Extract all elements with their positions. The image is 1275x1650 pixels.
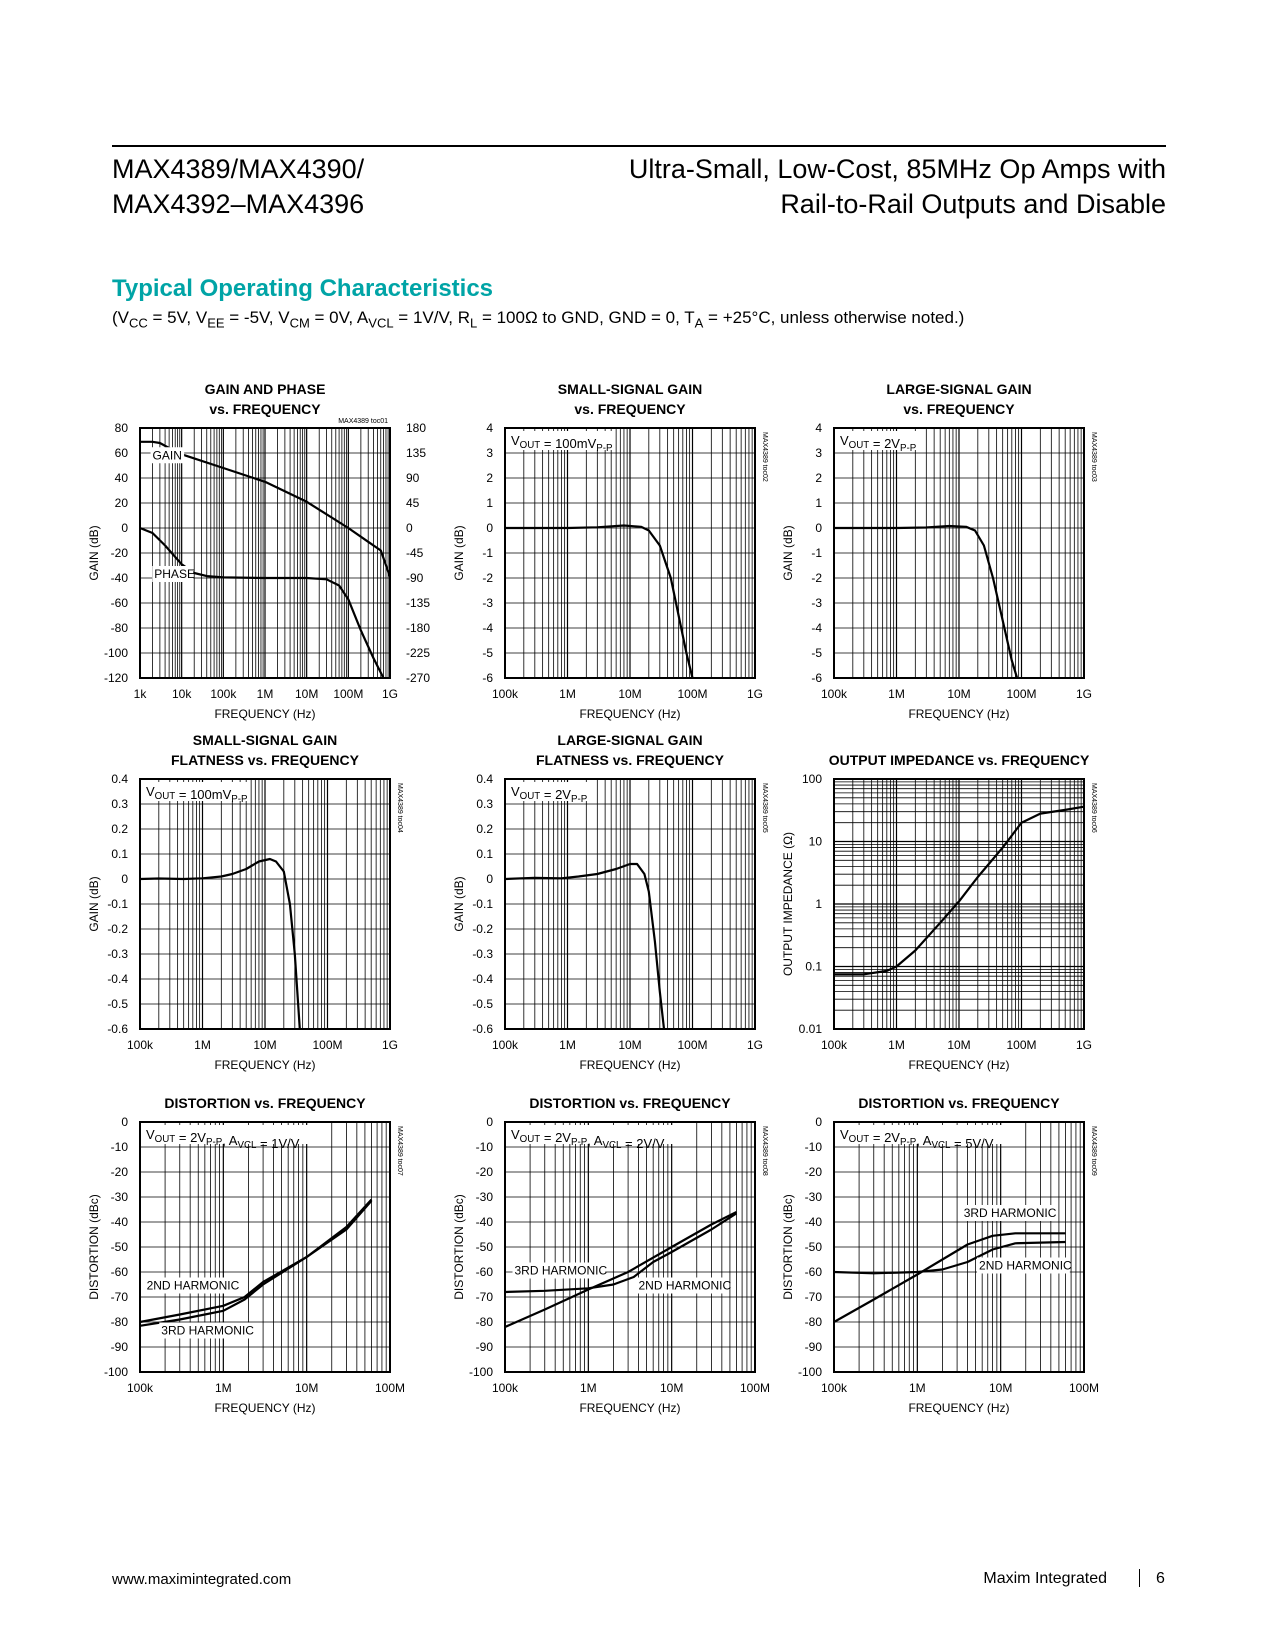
series-2nd-harmonic (140, 1200, 372, 1323)
y-tick-label: 2 (815, 471, 822, 485)
x-tick-label: 100M (333, 687, 364, 701)
y-tick-label: -20 (804, 1165, 822, 1179)
y-tick-label: -50 (475, 1240, 493, 1254)
chart-title: vs. FREQUENCY (903, 401, 1015, 417)
chart-tag: MAX4389 toc04 (396, 783, 403, 833)
y-tick-label: -60 (804, 1265, 822, 1279)
y-axis-label: GAIN (dB) (87, 525, 101, 581)
grid (140, 779, 390, 1029)
x-tick-label: 1k (133, 687, 147, 701)
annotation-label: GAIN (152, 448, 182, 463)
y-tick-label: 0.3 (111, 797, 128, 811)
y-tick-label: 0.4 (111, 772, 128, 786)
y-tick-label: -0.4 (107, 972, 128, 986)
chart-toc03 (754, 358, 1174, 748)
y-tick-label: -80 (804, 1315, 822, 1329)
y-tick-label: -10 (475, 1140, 493, 1154)
y2-tick-label: 90 (406, 471, 420, 485)
part-number (112, 152, 364, 222)
x-tick-label: 100k (820, 1381, 848, 1395)
chart-title: FLATNESS vs. FREQUENCY (171, 752, 359, 768)
x-tick-label: 1G (381, 687, 399, 701)
x-tick-label: 100k (491, 687, 519, 701)
chart-tag: MAX4389 toc01 (338, 418, 388, 425)
y-tick-label: -0.3 (107, 947, 128, 961)
document-title-line1: Ultra-Small, Low-Cost, 85MHz Op Amps with (628, 154, 1166, 184)
annotation-label: PHASE (154, 567, 195, 581)
y-axis-label: OUTPUT IMPEDANCE (Ω) (781, 831, 795, 977)
y-tick-label: -60 (110, 1265, 128, 1279)
y-tick-label: -70 (804, 1290, 822, 1304)
x-axis-label: FREQUENCY (Hz) (579, 1058, 681, 1072)
y-tick-label: -80 (110, 1315, 128, 1329)
y-tick-label: -90 (110, 1340, 128, 1354)
y-tick-label: -30 (110, 1190, 128, 1204)
x-tick-label: 10M (947, 1038, 971, 1052)
y-tick-label: -100 (103, 646, 128, 660)
y-tick-label: 4 (486, 421, 493, 435)
y2-tick-label: 180 (406, 421, 427, 435)
x-axis-label: FREQUENCY (Hz) (908, 1401, 1010, 1415)
y-tick-label: -0.2 (107, 922, 128, 936)
chart-title: vs. FREQUENCY (574, 401, 686, 417)
grid (505, 428, 755, 678)
y2-tick-label: -180 (406, 621, 431, 635)
x-tick-label: 10M (294, 687, 319, 701)
chart-legend: $V_{OUT} = 2V_{P-P}$ (840, 433, 917, 454)
chart-toc07 (60, 1052, 480, 1442)
x-tick-label: 10M (988, 1381, 1013, 1395)
series-gain (834, 526, 1017, 678)
y-tick-label: 0 (486, 521, 493, 535)
y-tick-label: -120 (103, 671, 128, 685)
chart-title: LARGE-SIGNAL GAIN (557, 732, 703, 748)
annotation-label: 2ND HARMONIC (638, 1278, 732, 1293)
y-tick-label: -1 (811, 546, 822, 560)
y-tick-label: 0.01 (798, 1022, 822, 1036)
y-tick-label: 0.4 (476, 772, 493, 786)
y-tick-label: -0.6 (107, 1022, 128, 1036)
y-tick-label: -4 (811, 621, 822, 635)
grid (834, 428, 1084, 678)
y-tick-label: 0 (815, 521, 822, 535)
header-rule (112, 145, 1166, 147)
x-tick-label: 1M (908, 1381, 926, 1395)
chart-legend: $V_{OUT} = 2V_{P-P}$, $A_{VCL} = 5V/V$ (840, 1127, 994, 1151)
chart-title: GAIN AND PHASE (204, 381, 326, 397)
chart-title: LARGE-SIGNAL GAIN (886, 381, 1032, 397)
annotation-label: 3RD HARMONIC (963, 1206, 1057, 1220)
y2-tick-label: -90 (406, 571, 424, 585)
y-tick-label: 60 (114, 446, 128, 460)
y-tick-label: 0.1 (111, 847, 128, 861)
chart-legend: $V_{OUT} = 100mV_{P-P}$ (146, 784, 248, 805)
y-tick-label: 20 (114, 496, 128, 510)
y-tick-label: -100 (103, 1365, 128, 1379)
x-axis-label: FREQUENCY (Hz) (214, 707, 316, 721)
y-axis-label: GAIN (dB) (781, 525, 795, 581)
x-tick-label: 100M (677, 687, 708, 701)
y-axis-label: DISTORTION (dBc) (781, 1194, 795, 1300)
y-tick-label: 0 (121, 521, 128, 535)
x-tick-label: 10M (659, 1381, 684, 1395)
chart-tag: MAX4389 toc08 (761, 1126, 768, 1176)
y-tick-label: -0.2 (472, 922, 493, 936)
footer-divider (1139, 1569, 1140, 1587)
y-tick-label: -60 (475, 1265, 493, 1279)
y-tick-label: -70 (110, 1290, 128, 1304)
y-tick-label: -70 (475, 1290, 493, 1304)
grid (505, 779, 755, 1029)
y-tick-label: -10 (804, 1140, 822, 1154)
chart-tag: MAX4389 toc06 (1090, 783, 1097, 833)
y-tick-label: -2 (811, 571, 822, 585)
x-axis-label: FREQUENCY (Hz) (579, 1401, 681, 1415)
y-tick-label: -0.1 (472, 897, 493, 911)
grid (140, 428, 390, 678)
part-number-line1: MAX4389/MAX4390/ (112, 154, 365, 184)
x-tick-label: 1G (1075, 1038, 1093, 1052)
x-tick-label: 10M (947, 687, 971, 701)
annotation-label: 2ND HARMONIC (979, 1258, 1072, 1273)
chart-legend: $V_{OUT} = 2V_{P-P}$ (511, 784, 588, 805)
y-tick-label: -2 (482, 571, 493, 585)
x-tick-label: 1M (888, 1038, 905, 1052)
series-3rd-harmonic (140, 1201, 372, 1326)
y-tick-label: 0 (815, 1115, 822, 1129)
chart-title: DISTORTION vs. FREQUENCY (529, 1095, 731, 1111)
y-tick-label: 40 (114, 471, 128, 485)
chart-title: SMALL-SIGNAL GAIN (192, 732, 338, 748)
chart-legend: $V_{OUT} = 2V_{P-P}$, $A_{VCL} = 2V/V$ (511, 1127, 665, 1151)
series-gain (505, 526, 693, 679)
y-axis-label: GAIN (dB) (87, 876, 101, 932)
y-tick-label: -5 (482, 646, 493, 660)
x-axis-label: FREQUENCY (Hz) (908, 707, 1010, 721)
y2-tick-label: 45 (406, 496, 420, 510)
y-tick-label: -0.6 (472, 1022, 493, 1036)
y-tick-label: 100 (801, 772, 822, 786)
chart-title: OUTPUT IMPEDANCE vs. FREQUENCY (828, 752, 1090, 768)
y-tick-label: -0.5 (472, 997, 493, 1011)
annotation-label: 3RD HARMONIC (161, 1323, 254, 1338)
x-tick-label: 1G (381, 1038, 399, 1052)
y-tick-label: 0.1 (805, 959, 822, 974)
y2-tick-label: 0 (406, 521, 413, 535)
y-tick-label: -50 (804, 1240, 822, 1254)
chart-legend: $V_{OUT} = 100mV_{P-P}$ (511, 433, 613, 454)
y-axis-label: DISTORTION (dBc) (87, 1194, 101, 1300)
y-tick-label: -0.1 (107, 897, 128, 911)
y-tick-label: -80 (475, 1315, 493, 1329)
y-tick-label: -50 (110, 1240, 128, 1254)
y-tick-label: 1 (486, 496, 493, 510)
y-tick-label: 0 (121, 872, 128, 886)
chart-title: FLATNESS vs. FREQUENCY (536, 752, 724, 768)
y-tick-label: 0 (486, 872, 493, 886)
y-tick-label: 3 (815, 446, 822, 460)
chart-toc09 (754, 1052, 1174, 1442)
x-axis-label: FREQUENCY (Hz) (214, 1058, 316, 1072)
section-title: Typical Operating Characteristics (112, 275, 494, 302)
y-axis-label: DISTORTION (dBc) (452, 1194, 466, 1300)
y-tick-label: -0.4 (472, 972, 493, 986)
x-tick-label: 100M (374, 1381, 406, 1395)
x-tick-label: 100M (739, 1381, 771, 1395)
x-tick-label: 10k (171, 687, 192, 701)
grid (505, 1122, 755, 1372)
document-title-line2: Rail-to-Rail Outputs and Disable (780, 189, 1166, 219)
y-tick-label: 0 (486, 1115, 493, 1129)
y-tick-label: 0.2 (476, 822, 493, 836)
y-tick-label: 2 (486, 471, 493, 485)
x-tick-label: 100k (820, 687, 848, 701)
x-tick-label: 10M (618, 687, 642, 701)
y-tick-label: -20 (110, 546, 128, 560)
x-axis-label: FREQUENCY (Hz) (579, 707, 681, 721)
x-tick-label: 1G (746, 1038, 764, 1052)
grid (834, 779, 1084, 1029)
y-tick-label: -6 (482, 671, 493, 685)
y-tick-label: -3 (482, 596, 493, 610)
x-axis-label: FREQUENCY (Hz) (214, 1401, 316, 1415)
y-tick-label: 1 (815, 496, 822, 510)
annotation-label: 2ND HARMONIC (146, 1278, 240, 1293)
y2-tick-label: 135 (406, 446, 427, 460)
y-tick-label: -5 (811, 646, 822, 660)
x-tick-label: 100k (126, 1381, 154, 1395)
y-tick-label: -3 (811, 596, 822, 610)
chart-tag: MAX4389 toc02 (761, 432, 768, 482)
x-tick-label: 100k (210, 687, 237, 701)
y-tick-label: -0.5 (107, 997, 128, 1011)
y-tick-label: 0.1 (476, 847, 493, 861)
page-number: 6 (1156, 1570, 1165, 1587)
y-tick-label: -10 (110, 1140, 128, 1154)
y-tick-label: -30 (475, 1190, 493, 1204)
x-tick-label: 100M (1006, 687, 1037, 701)
x-tick-label: 100M (312, 1038, 343, 1052)
y-tick-label: -40 (475, 1215, 493, 1229)
y-tick-label: -40 (110, 571, 128, 585)
x-tick-label: 10M (294, 1381, 319, 1395)
y-axis-label: GAIN (dB) (452, 525, 466, 581)
y2-tick-label: -225 (406, 646, 431, 660)
x-tick-label: 1M (559, 1038, 576, 1052)
footer-company: Maxim Integrated (983, 1570, 1107, 1587)
chart-legend: $V_{OUT} = 2V_{P-P}$, $A_{VCL} = 1V/V$ (146, 1127, 300, 1151)
y-tick-label: -4 (482, 621, 493, 635)
document-title (629, 152, 1166, 222)
x-tick-label: 100k (126, 1038, 154, 1052)
y-axis-label: GAIN (dB) (452, 876, 466, 932)
x-tick-label: 1G (1075, 687, 1093, 701)
chart-tag: MAX4389 toc07 (396, 1126, 403, 1176)
y-tick-label: 4 (815, 421, 822, 435)
footer-url[interactable]: www.maximintegrated.com (112, 1571, 292, 1588)
y-tick-label: -60 (110, 596, 128, 610)
y-tick-label: -1 (482, 546, 493, 560)
y-tick-label: 0.2 (111, 822, 128, 836)
chart-title: DISTORTION vs. FREQUENCY (858, 1095, 1060, 1111)
grid (834, 1122, 1084, 1372)
chart-tag: MAX4389 toc03 (1090, 432, 1097, 482)
y-tick-label: -6 (811, 671, 822, 685)
chart-toc06 (754, 709, 1174, 1099)
series-gain (140, 859, 300, 1029)
x-tick-label: 1M (559, 687, 576, 701)
y-tick-label: 3 (486, 446, 493, 460)
y-tick-label: -90 (804, 1340, 822, 1354)
y-tick-label: -40 (804, 1215, 822, 1229)
chart-title: SMALL-SIGNAL GAIN (557, 381, 703, 397)
x-tick-label: 10M (253, 1038, 277, 1052)
chart-toc04 (60, 709, 480, 1099)
y-tick-label: 0 (121, 1115, 128, 1129)
x-tick-label: 100M (1068, 1381, 1100, 1395)
y-tick-label: 10 (808, 834, 822, 849)
x-tick-label: 100M (1006, 1038, 1037, 1052)
chart-title: DISTORTION vs. FREQUENCY (164, 1095, 366, 1111)
y-tick-label: -80 (110, 621, 128, 635)
x-tick-label: 1G (746, 687, 764, 701)
x-tick-label: 100M (677, 1038, 708, 1052)
x-tick-label: 100k (820, 1038, 848, 1052)
y-tick-label: -90 (475, 1340, 493, 1354)
chart-tag: MAX4389 toc09 (1090, 1126, 1097, 1176)
y-tick-label: -40 (110, 1215, 128, 1229)
annotation-label: 3RD HARMONIC (514, 1263, 608, 1278)
y-tick-label: -100 (797, 1365, 822, 1379)
x-axis-label: FREQUENCY (Hz) (908, 1058, 1010, 1072)
x-tick-label: 1M (579, 1381, 597, 1395)
y2-tick-label: -135 (406, 596, 431, 610)
y2-tick-label: -270 (406, 671, 431, 685)
x-tick-label: 10M (618, 1038, 642, 1052)
x-tick-label: 100k (491, 1381, 519, 1395)
x-tick-label: 100k (491, 1038, 519, 1052)
part-number-line2: MAX4392–MAX4396 (112, 189, 365, 219)
y-tick-label: -20 (110, 1165, 128, 1179)
y-tick-label: -30 (804, 1190, 822, 1204)
x-tick-label: 1M (256, 687, 274, 701)
x-tick-label: 1M (214, 1381, 232, 1395)
chart-tag: MAX4389 toc05 (761, 783, 768, 833)
y-tick-label: 1 (815, 897, 822, 911)
y-tick-label: -100 (468, 1365, 493, 1379)
y-tick-label: 0.3 (476, 797, 493, 811)
chart-toc01 (60, 358, 480, 748)
y2-tick-label: -45 (406, 546, 424, 560)
y-tick-label: -20 (475, 1165, 493, 1179)
y-tick-label: -0.3 (472, 947, 493, 961)
x-tick-label: 1M (194, 1038, 211, 1052)
x-tick-label: 1M (888, 687, 905, 701)
y-tick-label: 80 (114, 421, 128, 435)
chart-title: vs. FREQUENCY (209, 401, 321, 417)
test-conditions: ($V_{CC} = 5V$, $V_{EE} = -5V$, $V_{CM} = 0V$, $A_{VCL} = 1V/V$, $R_L = 100\Omega$ to GND, GND = 0, $T_A = +25^\circ C$, unless otherwise noted.) (112, 308, 965, 331)
